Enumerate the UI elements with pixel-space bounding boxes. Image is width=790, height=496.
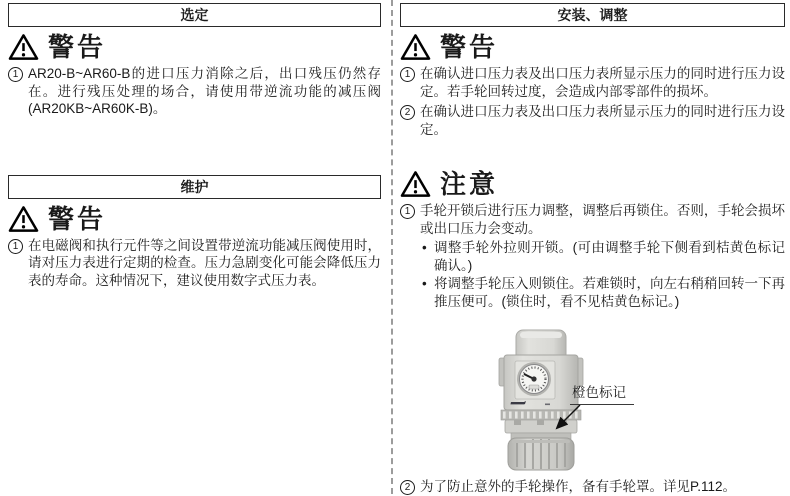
- note-item: [400, 478, 785, 496]
- section-title-selection: 选定: [8, 3, 381, 27]
- warning-triangle-icon: [8, 33, 39, 61]
- item-text: 手轮开锁后进行压力调整，调整后再锁住。否则，手轮会损坏或出口压力会变动。: [420, 203, 785, 236]
- bullet-text: 将调整手轮压入则锁住。若难锁时，向左右稍稍回转一下再推压便可。(锁住时，看不见桔黄色标记。): [434, 276, 785, 309]
- item-text: 在确认进口压力表及出口压力表所显示压力的同时进行压力设定。: [420, 104, 785, 137]
- warning-heading: [8, 205, 381, 233]
- warning-heading: [400, 33, 785, 61]
- left-column: [0, 0, 391, 496]
- section-title-installation: 安装、调整: [400, 3, 785, 27]
- section-maintenance: [8, 175, 381, 290]
- item-number: 1: [400, 204, 415, 219]
- list-item: [400, 65, 785, 100]
- item-number: 2: [400, 480, 415, 495]
- section-title-maintenance: 维护: [8, 175, 381, 199]
- list-item: [8, 237, 381, 290]
- section-installation: [400, 3, 785, 496]
- item-body: [420, 202, 785, 310]
- bullet-icon: •: [422, 276, 427, 291]
- item-number: 2: [400, 105, 415, 120]
- warning-label: 警告: [48, 203, 107, 234]
- item-number: 1: [8, 239, 23, 254]
- orange-mark-label: 橙色标记: [570, 384, 634, 405]
- warning-label: 警告: [440, 32, 499, 62]
- bullet-list: [422, 239, 785, 310]
- caution-label: 注意: [440, 169, 499, 199]
- list-item: [400, 103, 785, 138]
- warning-triangle-icon: [400, 33, 431, 61]
- warning-triangle-icon: [8, 205, 39, 233]
- warning-heading: [8, 33, 381, 61]
- list-item: [8, 65, 381, 118]
- regulator-figure: [400, 322, 785, 472]
- bullet-icon: •: [422, 240, 427, 255]
- caution-triangle-icon: [400, 170, 431, 198]
- caution-heading: [400, 170, 785, 198]
- bullet-item: [422, 239, 785, 274]
- item-text: 在确认进口压力表及出口压力表所显示压力的同时进行压力设定。若手轮回转过度，会造成内部零部件的损坏。: [420, 66, 785, 99]
- item-number: 1: [8, 67, 23, 82]
- right-column: [393, 0, 790, 496]
- section-selection: [8, 3, 381, 118]
- warning-label: 警告: [48, 32, 107, 62]
- item-number: 1: [400, 67, 415, 82]
- bullet-text: 调整手轮外拉则开锁。(可由调整手轮下侧看到桔黄色标记确认。): [434, 240, 785, 273]
- item-text: 在电磁阀和执行元件等之间设置带逆流功能减压阀使用时，请对压力表进行定期的检查。压力急剧变化可能会降低压力表的寿命。这种情况下，建议使用数字式压力表。: [28, 237, 381, 288]
- bullet-item: [422, 275, 785, 310]
- note-text: 为了防止意外的手轮操作，备有手轮罩。详见P.112。: [420, 479, 737, 494]
- item-text: AR20-B~AR60-B的进口压力消除之后，出口残压仍然存在。进行残压处理的场合，请使用带逆流功能的减压阀(AR20KB~AR60K-B)。: [28, 66, 381, 116]
- brand-logo-mark: [510, 402, 525, 404]
- list-item: [400, 202, 785, 310]
